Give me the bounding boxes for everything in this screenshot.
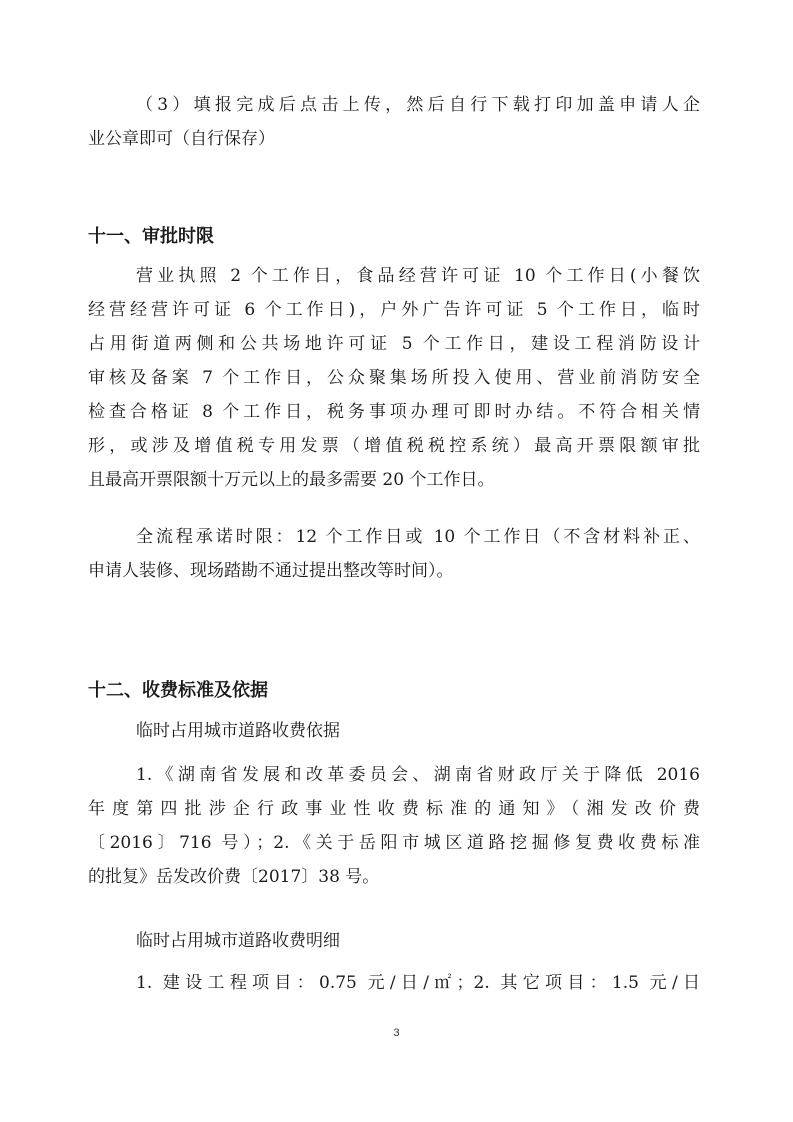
paragraph-line: （3）填报完成后点击上传，然后自行下载打印加盖申请人企 <box>136 95 700 115</box>
fee-details-heading: 临时占用城市道路收费明细 <box>136 931 340 951</box>
paragraph-line: 1.《湖南省发展和改革委员会、湖南省财政厅关于降低 2016 <box>136 765 700 785</box>
section-12-title: 十二、收费标准及依据 <box>88 680 268 701</box>
paragraph-line: 〔2016〕716 号）；2.《关于岳阳市城区道路挖掘修复费收费标准 <box>88 833 700 853</box>
fee-basis-heading: 临时占用城市道路收费依据 <box>136 721 340 741</box>
paragraph-line: 检查合格证 8 个工作日，税务事项办理可即时办结。不符合相关情 <box>88 402 700 422</box>
paragraph-line: 审核及备案 7 个工作日，公众聚集场所投入使用、营业前消防安全 <box>88 368 700 388</box>
paragraph-line: 形，或涉及增值税专用发票（增值税税控系统）最高开票限额审批 <box>88 436 700 456</box>
page-number: 3 <box>393 1027 400 1039</box>
commitment-paragraph <box>88 520 700 588</box>
paragraph-line: 且最高开票限额十万元以上的最多需要 20 个工作日。 <box>88 470 495 490</box>
paragraph-line: 业公章即可（自行保存） <box>88 129 275 149</box>
paragraph-line: 1. 建设工程项目：0.75 元/日/㎡；2. 其它项目：1.5 元/日 <box>136 973 700 993</box>
paragraph-line: 全流程承诺时限：12 个工作日或 10 个工作日（不含材料补正、 <box>136 527 700 547</box>
paragraph-line: 经营经营许可证 6 个工作日)，户外广告许可证 5 个工作日，临时 <box>88 300 700 320</box>
fee-basis-paragraph <box>88 758 700 894</box>
upload-step-paragraph <box>88 88 700 156</box>
paragraph-line: 营业执照 2 个工作日，食品经营许可证 10 个工作日(小餐饮 <box>136 266 700 286</box>
section-11-title: 十一、审批时限 <box>88 226 214 247</box>
approval-timeline-paragraph <box>88 259 700 497</box>
paragraph-line: 的批复》岳发改价费〔2017〕38 号。 <box>88 867 380 887</box>
paragraph-line: 年度第四批涉企行政事业性收费标准的通知》（湘发改价费 <box>88 799 700 819</box>
fee-details-paragraph <box>88 966 700 1000</box>
paragraph-line: 申请人装修、现场踏勘不通过提出整改等时间）。 <box>88 561 454 581</box>
paragraph-line: 占用街道两侧和公共场地许可证 5 个工作日，建设工程消防设计 <box>88 334 700 354</box>
